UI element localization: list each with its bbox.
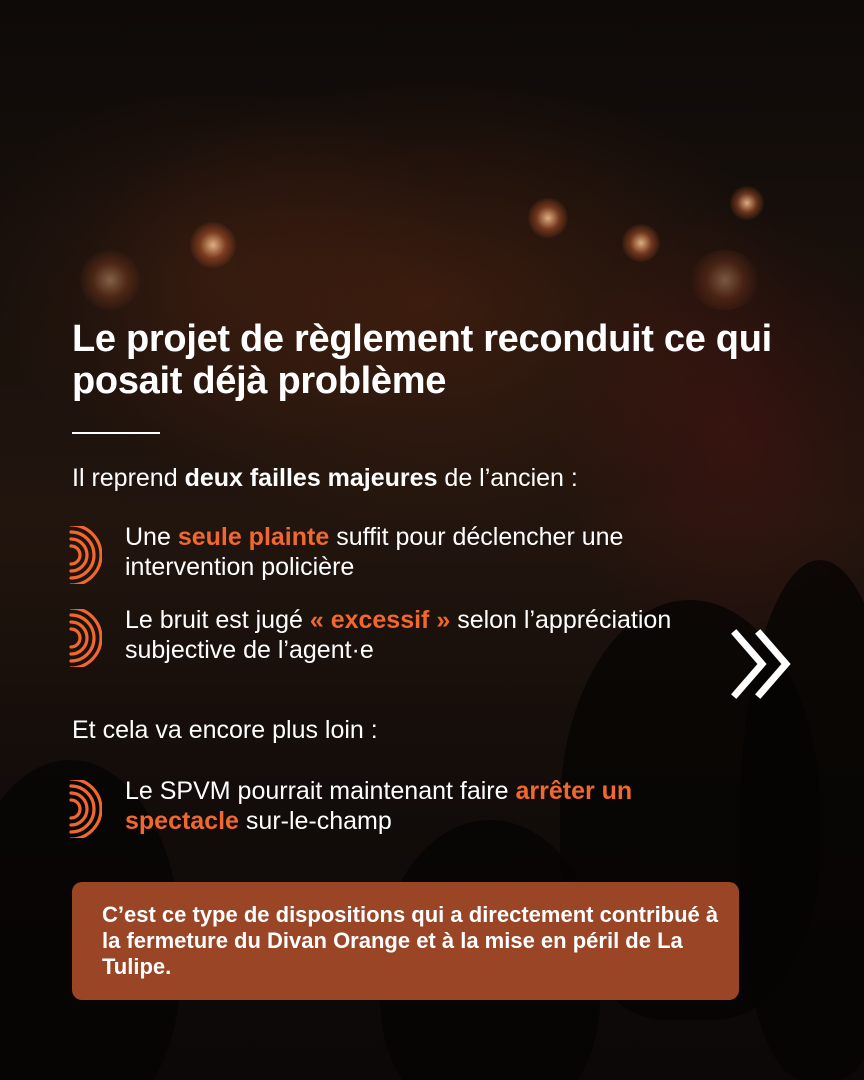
bullet-text [125,605,745,665]
title-divider [72,432,160,434]
page-title: Le projet de règlement reconduit ce qui posait déjà problème [72,318,772,402]
stage-light [528,198,568,238]
bullet-highlight: arrêter un spectacle [125,777,633,835]
stage-light [190,222,236,268]
sound-wave-icon [68,526,102,584]
stage-light [690,250,760,310]
intro-before: Il reprend [72,464,185,492]
sound-wave-icon [68,609,102,667]
bullet-text-before: Le bruit est jugé [125,606,310,634]
stage-light [730,186,764,220]
intro-bold: deux failles majeures [184,464,438,492]
bullet-highlight: seule plainte [177,523,330,551]
intro-text [72,462,792,494]
bullet-text [125,776,745,836]
callout-text: C’est ce type de dispositions qui a directement contribué à la fermeture du Divan Orange et à la mise en péril de La Tulipe. [102,902,719,979]
also-text: Et cela va encore plus loin : [72,716,378,744]
intro-after: de l’ancien : [437,464,578,492]
bullet-highlight: « excessif » [309,606,451,634]
sound-wave-icon [68,780,102,838]
bullet-text-after: sur-le-champ [238,807,392,835]
bullet-text-before: Une [125,523,178,551]
bullet-text-after: selon l’appréciation subjective de l’agent·e [125,606,672,664]
callout-box [72,882,739,1000]
bullet-text-before: Le SPVM pourrait maintenant faire [125,777,516,805]
bullet-text-after: suffit pour déclencher une intervention policière [125,523,624,581]
bullet-text [125,522,745,582]
stage-light [80,250,140,310]
stage-light [622,224,660,262]
double-chevron-right-icon[interactable] [728,628,796,700]
